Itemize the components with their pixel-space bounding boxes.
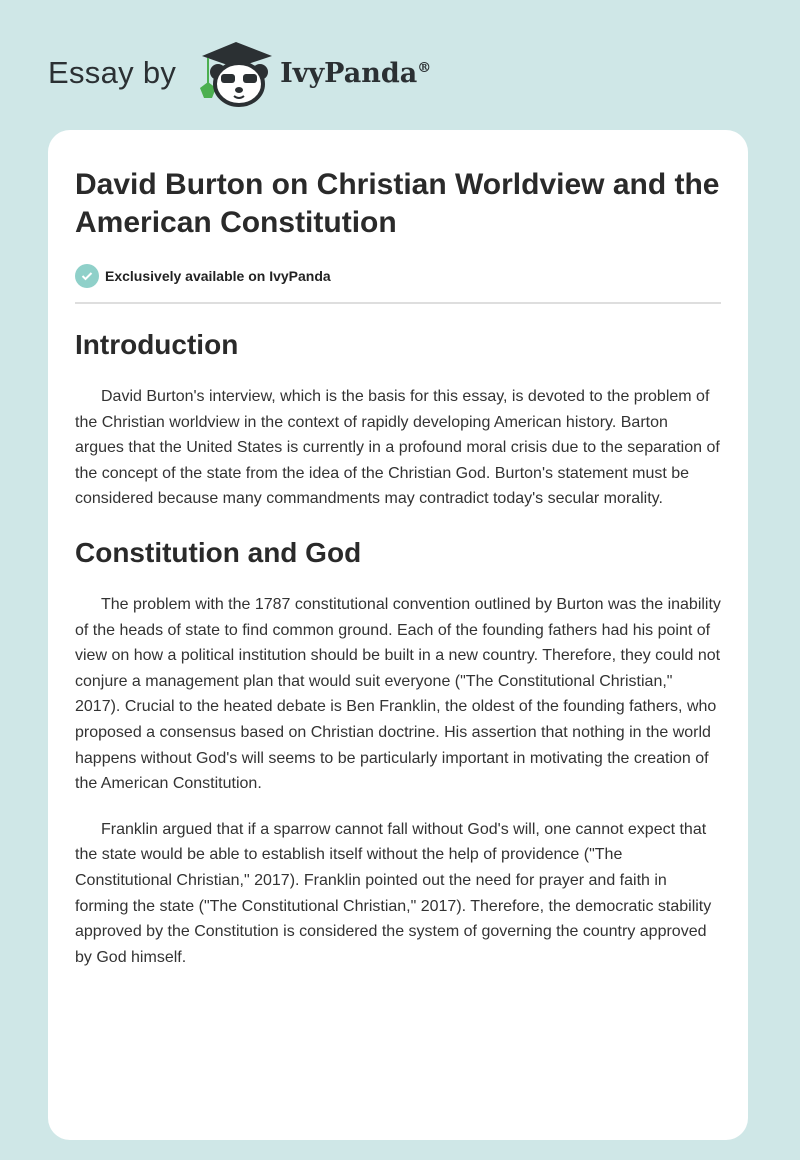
- paragraph: The problem with the 1787 constitutional convention outlined by Burton was the inability of the heads of state to find common ground. Each of the founding fathers had his point of view on how a political institution should be built in a new country. Therefore, they could not conjure a management plan that would suit everyone ("The Constitutional Christian," 2017). Crucial to the heated debate is Ben Franklin, the oldest of the founding fathers, who proposed a consensus based on Christian doctrine. His assertion that nothing in the world happens without God's will seems to be particularly important in motivating the creation of the American Constitution.: [75, 595, 721, 793]
- badge-text: Exclusively available on IvyPanda: [105, 268, 331, 284]
- essay-card: [48, 130, 748, 1140]
- essay-title: David Burton on Christian Worldview and the American Constitution: [75, 168, 720, 239]
- section-heading: Constitution and God: [75, 536, 362, 568]
- paragraph: David Burton's interview, which is the basis for this essay, is devoted to the problem of the Christian worldview in the context of rapidly developing American history. Barton argues that the United States is currently in a profound moral crisis due to the separation of the concept of the state from the idea of the Christian God. Burton's statement must be considered because many commandments may contradict today's secular morality.: [75, 388, 720, 508]
- divider: [75, 302, 721, 304]
- essay-by-label: Essay by: [48, 55, 177, 90]
- exclusive-badge: [75, 264, 721, 288]
- check-icon: [75, 264, 99, 288]
- ivypanda-logo[interactable]: [194, 38, 431, 108]
- panda-logo-icon: [194, 38, 274, 108]
- site-header: [48, 38, 431, 108]
- brand-name: IvyPanda®: [280, 57, 432, 89]
- section-heading: Introduction: [75, 329, 239, 360]
- paragraph: Franklin argued that if a sparrow cannot fall without God's will, one cannot expect that the state would be able to establish itself without the help of providence ("The Constitutional Christian," 2017). Franklin pointed out the need for prayer and faith in forming the state ("The Constitutional Christian," 2017). Therefore, the democratic stability approved by the Constitution is considered the system of governing the country approved by God himself.: [75, 820, 712, 966]
